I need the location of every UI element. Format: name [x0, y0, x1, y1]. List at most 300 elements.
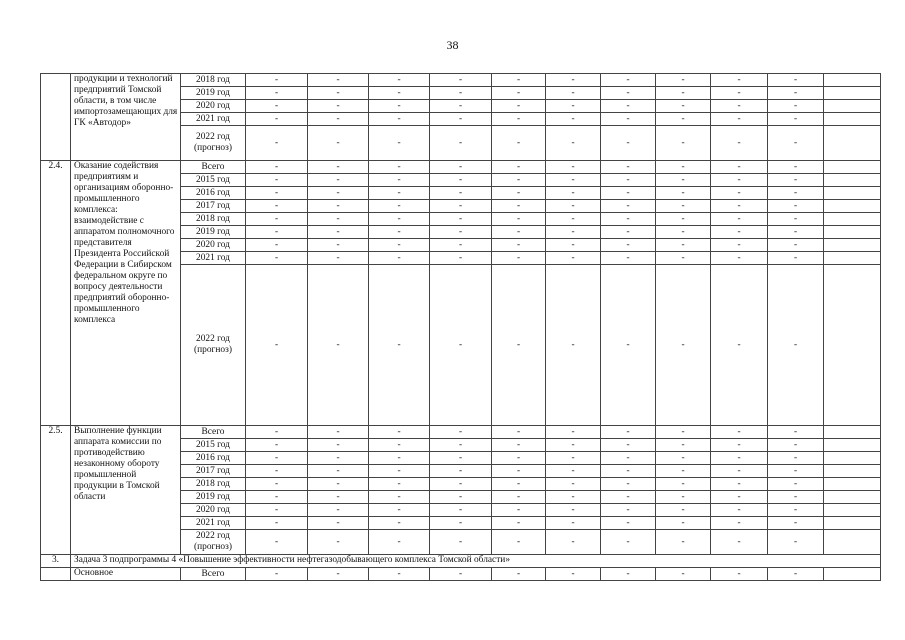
note-cell [824, 239, 881, 252]
value-cell: - [369, 252, 430, 265]
value-cell: - [492, 200, 546, 213]
year-cell: Всего [181, 568, 246, 581]
value-cell: - [308, 491, 369, 504]
value-cell: - [308, 426, 369, 439]
year-cell: 2016 год [181, 452, 246, 465]
value-cell: - [546, 265, 601, 426]
value-cell: - [768, 426, 824, 439]
value-cell: - [601, 452, 656, 465]
value-cell: - [369, 74, 430, 87]
activity-name: Основное [71, 568, 181, 581]
year-cell: 2020 год [181, 239, 246, 252]
value-cell: - [601, 187, 656, 200]
value-cell: - [711, 100, 768, 113]
note-cell [824, 504, 881, 517]
value-cell: - [308, 452, 369, 465]
value-cell: - [492, 113, 546, 126]
value-cell: - [656, 568, 711, 581]
value-cell: - [492, 478, 546, 491]
value-cell: - [308, 213, 369, 226]
value-cell: - [246, 504, 308, 517]
value-cell: - [656, 426, 711, 439]
value-cell: - [768, 126, 824, 161]
value-cell: - [308, 87, 369, 100]
value-cell: - [601, 174, 656, 187]
value-cell: - [430, 568, 492, 581]
value-cell: - [492, 239, 546, 252]
value-cell: - [369, 530, 430, 555]
year-cell: 2015 год [181, 174, 246, 187]
value-cell: - [430, 426, 492, 439]
note-cell [824, 200, 881, 213]
task-title: Задача 3 подпрограммы 4 «Повышение эффективности нефтегазодобывающего комплекса Томской области» [71, 555, 881, 568]
value-cell: - [546, 517, 601, 530]
year-cell: 2018 год [181, 213, 246, 226]
value-cell: - [369, 478, 430, 491]
value-cell: - [768, 568, 824, 581]
value-cell: - [601, 465, 656, 478]
year-cell: Всего [181, 161, 246, 174]
value-cell: - [711, 504, 768, 517]
value-cell: - [369, 452, 430, 465]
value-cell: - [492, 74, 546, 87]
value-cell: - [308, 517, 369, 530]
table-row [41, 74, 881, 87]
value-cell: - [308, 74, 369, 87]
value-cell: - [369, 239, 430, 252]
value-cell: - [546, 74, 601, 87]
note-cell [824, 252, 881, 265]
value-cell: - [546, 478, 601, 491]
value-cell: - [492, 174, 546, 187]
value-cell: - [768, 504, 824, 517]
value-cell: - [369, 568, 430, 581]
value-cell: - [656, 465, 711, 478]
value-cell: - [308, 252, 369, 265]
value-cell: - [546, 439, 601, 452]
value-cell: - [768, 174, 824, 187]
value-cell: - [430, 452, 492, 465]
value-cell: - [430, 265, 492, 426]
value-cell: - [546, 100, 601, 113]
value-cell: - [546, 252, 601, 265]
value-cell: - [308, 113, 369, 126]
value-cell: - [601, 504, 656, 517]
note-cell [824, 465, 881, 478]
value-cell: - [768, 74, 824, 87]
value-cell: - [492, 504, 546, 517]
value-cell: - [308, 226, 369, 239]
task-row [41, 555, 881, 568]
value-cell: - [246, 439, 308, 452]
value-cell: - [601, 87, 656, 100]
value-cell: - [492, 517, 546, 530]
value-cell: - [546, 126, 601, 161]
value-cell: - [308, 126, 369, 161]
value-cell: - [246, 426, 308, 439]
value-cell: - [711, 113, 768, 126]
value-cell: - [492, 465, 546, 478]
program-table [40, 73, 881, 581]
year-cell: 2021 год [181, 517, 246, 530]
year-cell: 2018 год [181, 478, 246, 491]
note-cell [824, 226, 881, 239]
value-cell: - [546, 465, 601, 478]
value-cell: - [308, 187, 369, 200]
value-cell: - [546, 452, 601, 465]
value-cell: - [546, 426, 601, 439]
year-cell: Всего [181, 426, 246, 439]
value-cell: - [246, 100, 308, 113]
value-cell: - [711, 126, 768, 161]
value-cell: - [369, 113, 430, 126]
value-cell: - [369, 213, 430, 226]
note-cell [824, 161, 881, 174]
value-cell: - [711, 252, 768, 265]
value-cell: - [601, 265, 656, 426]
value-cell: - [308, 568, 369, 581]
value-cell: - [768, 239, 824, 252]
value-cell: - [601, 74, 656, 87]
year-cell: 2017 год [181, 200, 246, 213]
note-cell [824, 478, 881, 491]
value-cell: - [546, 530, 601, 555]
value-cell: - [768, 187, 824, 200]
value-cell: - [369, 491, 430, 504]
value-cell: - [546, 226, 601, 239]
value-cell: - [308, 161, 369, 174]
value-cell: - [369, 426, 430, 439]
value-cell: - [656, 161, 711, 174]
value-cell: - [308, 100, 369, 113]
value-cell: - [601, 478, 656, 491]
value-cell: - [546, 87, 601, 100]
value-cell: - [711, 452, 768, 465]
value-cell: - [711, 426, 768, 439]
year-cell: 2015 год [181, 439, 246, 452]
value-cell: - [546, 200, 601, 213]
value-cell: - [656, 87, 711, 100]
row-number [41, 74, 71, 161]
value-cell: - [246, 465, 308, 478]
value-cell: - [601, 113, 656, 126]
value-cell: - [430, 87, 492, 100]
value-cell: - [546, 174, 601, 187]
value-cell: - [246, 87, 308, 100]
year-cell: 2021 год [181, 113, 246, 126]
value-cell: - [308, 439, 369, 452]
value-cell: - [308, 265, 369, 426]
value-cell: - [546, 213, 601, 226]
value-cell: - [430, 465, 492, 478]
value-cell: - [246, 478, 308, 491]
value-cell: - [656, 252, 711, 265]
value-cell: - [601, 426, 656, 439]
value-cell: - [768, 439, 824, 452]
value-cell: - [656, 174, 711, 187]
value-cell: - [768, 265, 824, 426]
table-row [41, 568, 881, 581]
value-cell: - [492, 530, 546, 555]
value-cell: - [546, 161, 601, 174]
value-cell: - [768, 530, 824, 555]
year-cell: 2022 год (прогноз) [181, 265, 246, 426]
value-cell: - [656, 74, 711, 87]
value-cell: - [369, 174, 430, 187]
value-cell: - [308, 504, 369, 517]
value-cell: - [430, 491, 492, 504]
value-cell: - [601, 213, 656, 226]
value-cell: - [711, 187, 768, 200]
value-cell: - [308, 239, 369, 252]
value-cell: - [601, 126, 656, 161]
value-cell: - [768, 252, 824, 265]
value-cell: - [492, 491, 546, 504]
value-cell: - [430, 213, 492, 226]
value-cell: - [601, 439, 656, 452]
value-cell: - [601, 252, 656, 265]
note-cell [824, 452, 881, 465]
value-cell: - [430, 504, 492, 517]
note-cell [824, 100, 881, 113]
value-cell: - [492, 439, 546, 452]
value-cell: - [768, 113, 824, 126]
value-cell: - [601, 239, 656, 252]
value-cell: - [246, 174, 308, 187]
value-cell: - [492, 568, 546, 581]
value-cell: - [430, 226, 492, 239]
value-cell: - [601, 530, 656, 555]
year-cell: 2017 год [181, 465, 246, 478]
value-cell: - [369, 265, 430, 426]
value-cell: - [656, 452, 711, 465]
value-cell: - [430, 113, 492, 126]
value-cell: - [492, 213, 546, 226]
value-cell: - [246, 113, 308, 126]
row-number: 2.5. [41, 426, 71, 555]
value-cell: - [656, 126, 711, 161]
value-cell: - [369, 161, 430, 174]
value-cell: - [656, 478, 711, 491]
value-cell: - [308, 530, 369, 555]
note-cell [824, 187, 881, 200]
year-cell: 2020 год [181, 100, 246, 113]
value-cell: - [246, 265, 308, 426]
value-cell: - [246, 126, 308, 161]
value-cell: - [656, 100, 711, 113]
value-cell: - [768, 452, 824, 465]
value-cell: - [601, 226, 656, 239]
value-cell: - [369, 100, 430, 113]
value-cell: - [492, 426, 546, 439]
value-cell: - [369, 465, 430, 478]
value-cell: - [246, 187, 308, 200]
value-cell: - [656, 213, 711, 226]
value-cell: - [308, 200, 369, 213]
value-cell: - [656, 491, 711, 504]
note-cell [824, 265, 881, 426]
note-cell [824, 126, 881, 161]
value-cell: - [369, 226, 430, 239]
value-cell: - [246, 568, 308, 581]
value-cell: - [711, 478, 768, 491]
value-cell: - [768, 478, 824, 491]
value-cell: - [656, 113, 711, 126]
value-cell: - [768, 491, 824, 504]
value-cell: - [430, 530, 492, 555]
value-cell: - [656, 530, 711, 555]
value-cell: - [430, 74, 492, 87]
value-cell: - [768, 161, 824, 174]
value-cell: - [711, 226, 768, 239]
value-cell: - [711, 491, 768, 504]
value-cell: - [768, 213, 824, 226]
value-cell: - [656, 200, 711, 213]
value-cell: - [711, 213, 768, 226]
table-row [41, 426, 881, 439]
value-cell: - [430, 187, 492, 200]
year-cell: 2019 год [181, 226, 246, 239]
value-cell: - [768, 87, 824, 100]
value-cell: - [492, 126, 546, 161]
year-cell: 2019 год [181, 87, 246, 100]
activity-name: Выполнение функции аппарата комиссии по противодействию незаконному обороту промышленной продукции в Томской области [71, 426, 181, 555]
value-cell: - [492, 87, 546, 100]
value-cell: - [369, 517, 430, 530]
value-cell: - [246, 239, 308, 252]
note-cell [824, 568, 881, 581]
value-cell: - [430, 478, 492, 491]
value-cell: - [369, 504, 430, 517]
value-cell: - [492, 252, 546, 265]
value-cell: - [601, 491, 656, 504]
table-row [41, 161, 881, 174]
value-cell: - [711, 87, 768, 100]
value-cell: - [492, 452, 546, 465]
value-cell: - [656, 439, 711, 452]
value-cell: - [246, 161, 308, 174]
value-cell: - [369, 187, 430, 200]
value-cell: - [492, 187, 546, 200]
value-cell: - [768, 226, 824, 239]
value-cell: - [601, 200, 656, 213]
value-cell: - [768, 100, 824, 113]
note-cell [824, 439, 881, 452]
value-cell: - [246, 213, 308, 226]
value-cell: - [492, 161, 546, 174]
value-cell: - [430, 239, 492, 252]
activity-name: продукции и технологий предприятий Томской области, в том числе импортозамещающих для ГК «Автодор» [71, 74, 181, 161]
value-cell: - [656, 517, 711, 530]
value-cell: - [768, 465, 824, 478]
value-cell: - [369, 200, 430, 213]
value-cell: - [711, 161, 768, 174]
year-cell: 2018 год [181, 74, 246, 87]
value-cell: - [711, 174, 768, 187]
value-cell: - [246, 252, 308, 265]
value-cell: - [246, 452, 308, 465]
value-cell: - [308, 478, 369, 491]
value-cell: - [430, 200, 492, 213]
value-cell: - [369, 439, 430, 452]
value-cell: - [430, 126, 492, 161]
value-cell: - [711, 200, 768, 213]
value-cell: - [656, 504, 711, 517]
note-cell [824, 174, 881, 187]
value-cell: - [601, 517, 656, 530]
value-cell: - [308, 174, 369, 187]
row-number [41, 568, 71, 581]
value-cell: - [601, 161, 656, 174]
row-number: 3. [41, 555, 71, 568]
year-cell: 2019 год [181, 491, 246, 504]
note-cell [824, 491, 881, 504]
year-cell: 2022 год (прогноз) [181, 126, 246, 161]
row-number: 2.4. [41, 161, 71, 426]
value-cell: - [546, 113, 601, 126]
value-cell: - [492, 226, 546, 239]
value-cell: - [308, 465, 369, 478]
value-cell: - [768, 200, 824, 213]
value-cell: - [601, 568, 656, 581]
year-cell: 2021 год [181, 252, 246, 265]
note-cell [824, 426, 881, 439]
note-cell [824, 517, 881, 530]
value-cell: - [246, 74, 308, 87]
value-cell: - [430, 517, 492, 530]
value-cell: - [430, 161, 492, 174]
activity-name: Оказание содействия предприятиям и организациям оборонно-промышленного комплекса: взаимодействие с аппаратом полномочного представителя Президента Российской Федерации в Сибирском федеральном округе по вопросу деятельности предприятий оборонно-промышленного комплекса [71, 161, 181, 426]
value-cell: - [246, 200, 308, 213]
value-cell: - [656, 239, 711, 252]
value-cell: - [546, 491, 601, 504]
note-cell [824, 530, 881, 555]
value-cell: - [246, 226, 308, 239]
year-cell: 2016 год [181, 187, 246, 200]
year-cell: 2020 год [181, 504, 246, 517]
value-cell: - [546, 504, 601, 517]
value-cell: - [492, 100, 546, 113]
value-cell: - [430, 252, 492, 265]
value-cell: - [656, 226, 711, 239]
note-cell [824, 87, 881, 100]
year-cell: 2022 год (прогноз) [181, 530, 246, 555]
value-cell: - [546, 239, 601, 252]
value-cell: - [246, 517, 308, 530]
value-cell: - [711, 530, 768, 555]
value-cell: - [430, 100, 492, 113]
value-cell: - [492, 265, 546, 426]
value-cell: - [711, 517, 768, 530]
value-cell: - [711, 239, 768, 252]
value-cell: - [711, 265, 768, 426]
value-cell: - [369, 126, 430, 161]
value-cell: - [546, 568, 601, 581]
page-number: 38 [446, 38, 459, 52]
value-cell: - [711, 465, 768, 478]
value-cell: - [246, 530, 308, 555]
value-cell: - [430, 174, 492, 187]
value-cell: - [601, 100, 656, 113]
value-cell: - [711, 568, 768, 581]
value-cell: - [711, 74, 768, 87]
note-cell [824, 213, 881, 226]
value-cell: - [656, 187, 711, 200]
note-cell [824, 74, 881, 87]
value-cell: - [369, 87, 430, 100]
value-cell: - [546, 187, 601, 200]
value-cell: - [430, 439, 492, 452]
